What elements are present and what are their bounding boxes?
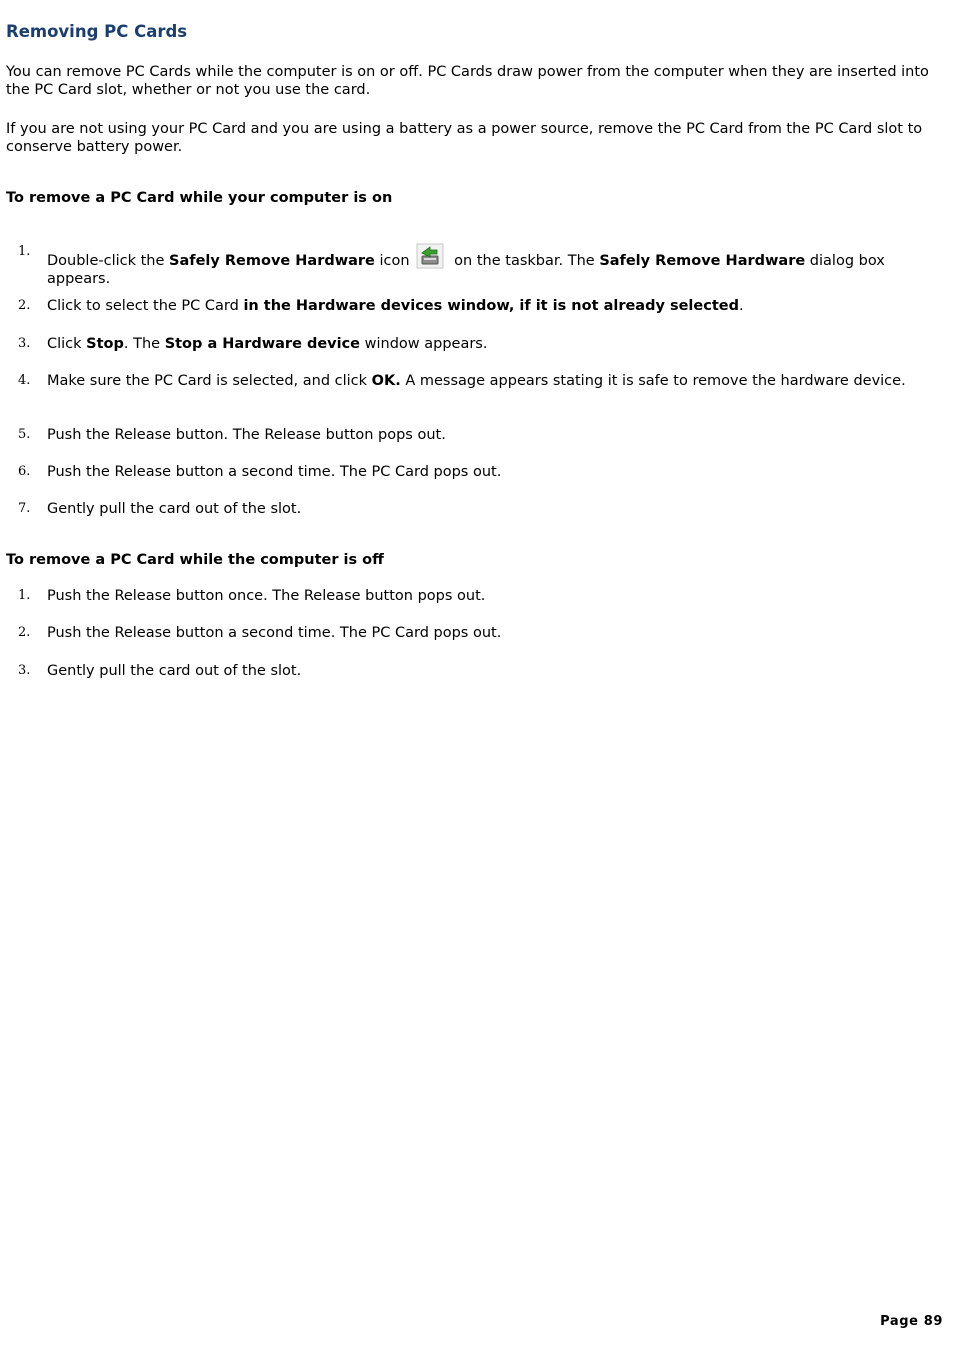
intro-paragraph-1: You can remove PC Cards while the computer is on or off. PC Cards draw power from the computer when they are inserted into the PC Card slot, whether or not you use the card.	[6, 64, 929, 98]
step-text: Gently pull the card out of the slot.	[47, 663, 302, 679]
step-number: 2.	[18, 298, 31, 313]
step-number: 4.	[18, 373, 31, 388]
step-number: 6.	[18, 464, 31, 479]
page-number: Page 89	[880, 1314, 943, 1329]
step-text: Push the Release button a second time. The PC Card pops out.	[47, 464, 502, 480]
step-text: Gently pull the card out of the slot.	[47, 501, 302, 517]
step-text: Double-click the Safely Remove Hardware icon on the taskbar. The Safely Remove Hardware dialog box appears.	[47, 243, 937, 288]
page-title: Removing PC Cards	[6, 22, 188, 41]
step-text: Push the Release button a second time. The PC Card pops out.	[47, 625, 502, 641]
section-heading-computer-on: To remove a PC Card while your computer is on	[6, 190, 393, 206]
step-text: Make sure the PC Card is selected, and click OK. A message appears stating it is safe to remove the hardware device.	[47, 373, 906, 389]
step-number: 3.	[18, 663, 31, 678]
step-number: 1.	[18, 588, 31, 603]
step-number: 7.	[18, 501, 31, 516]
step-text: Click to select the PC Card in the Hardware devices window, if it is not already selected.	[47, 298, 744, 314]
step-text: Push the Release button once. The Release button pops out.	[47, 588, 486, 604]
step-text: Click Stop. The Stop a Hardware device window appears.	[47, 336, 488, 352]
step-number: 5.	[18, 427, 31, 442]
step-text: Push the Release button. The Release button pops out.	[47, 427, 446, 443]
intro-paragraph-2: If you are not using your PC Card and you are using a battery as a power source, remove the PC Card from the PC Card slot to conserve battery power.	[6, 121, 923, 155]
step-number: 3.	[18, 336, 31, 351]
step-number: 1.	[18, 244, 31, 259]
safely-remove-hardware-icon	[416, 243, 444, 269]
step-number: 2.	[18, 625, 31, 640]
section-heading-computer-off: To remove a PC Card while the computer is off	[6, 552, 384, 568]
